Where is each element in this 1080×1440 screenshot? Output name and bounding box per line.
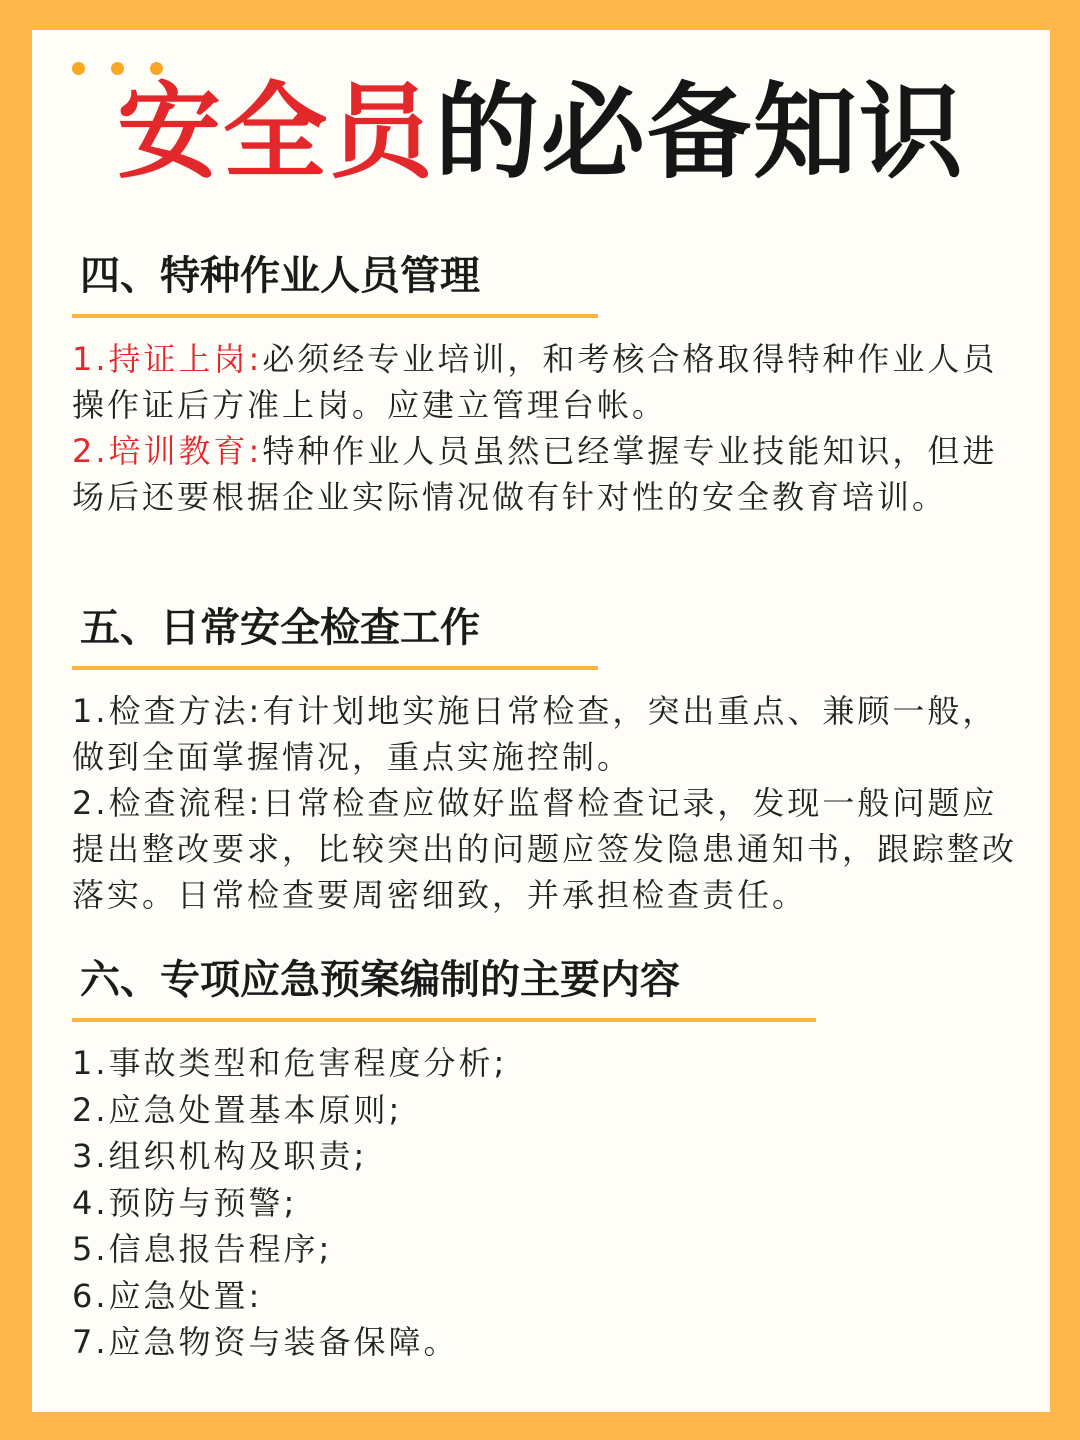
page-title-highlight: 安全员	[116, 71, 435, 193]
content-card	[32, 30, 1050, 1412]
list-item: 7.应急物资与装备保障。	[72, 1323, 459, 1361]
item-label: 1.持证上岗:	[72, 340, 263, 378]
section-daily-inspection	[72, 600, 1032, 918]
section-emergency-plan	[72, 952, 1032, 1366]
section-heading: 四、特种作业人员管理	[80, 253, 480, 299]
list-item: 6.应急处置:	[72, 1276, 263, 1315]
section-body	[72, 336, 1032, 520]
page-title-rest: 的必备知识	[435, 71, 966, 193]
section-special-operations	[72, 248, 1032, 520]
page-title	[32, 72, 1050, 192]
list-item: 5.信息报告程序;	[72, 1230, 333, 1268]
list-item	[72, 336, 1032, 428]
section-heading: 五、日常安全检查工作	[80, 605, 480, 651]
item-text: 特种作业人员虽然已经掌握专业技能知识，但进场后还要根据企业实际情况做有针对性的安全教育培训。	[72, 432, 998, 516]
section-body	[72, 688, 1032, 918]
section-heading: 六、专项应急预案编制的主要内容	[80, 957, 680, 1003]
list-item	[72, 428, 1032, 520]
item-label: 2.培训教育:	[72, 432, 263, 470]
list-item: 2.应急处置基本原则;	[72, 1090, 403, 1129]
list-item: 1.检查方法:有计划地实施日常检查，突出重点、兼顾一般，做到全面掌握情况，重点实施控制。	[72, 692, 998, 776]
section-underline	[72, 314, 598, 318]
item-text: 必须经专业培训，和考核合格取得特种作业人员操作证后方准上岗。应建立管理台帐。	[72, 340, 998, 424]
list-item: 3.组织机构及职责;	[72, 1137, 368, 1175]
list-item: 4.预防与预警;	[72, 1183, 298, 1222]
section-list	[72, 1040, 1032, 1366]
section-underline	[72, 1018, 816, 1022]
list-item: 2.检查流程:日常检查应做好监督检查记录，发现一般问题应提出整改要求，比较突出的问题应签发隐患通知书，跟踪整改落实。日常检查要周密细致，并承担检查责任。	[72, 784, 1018, 914]
list-item: 1.事故类型和危害程度分析;	[72, 1044, 508, 1082]
section-underline	[72, 666, 598, 670]
